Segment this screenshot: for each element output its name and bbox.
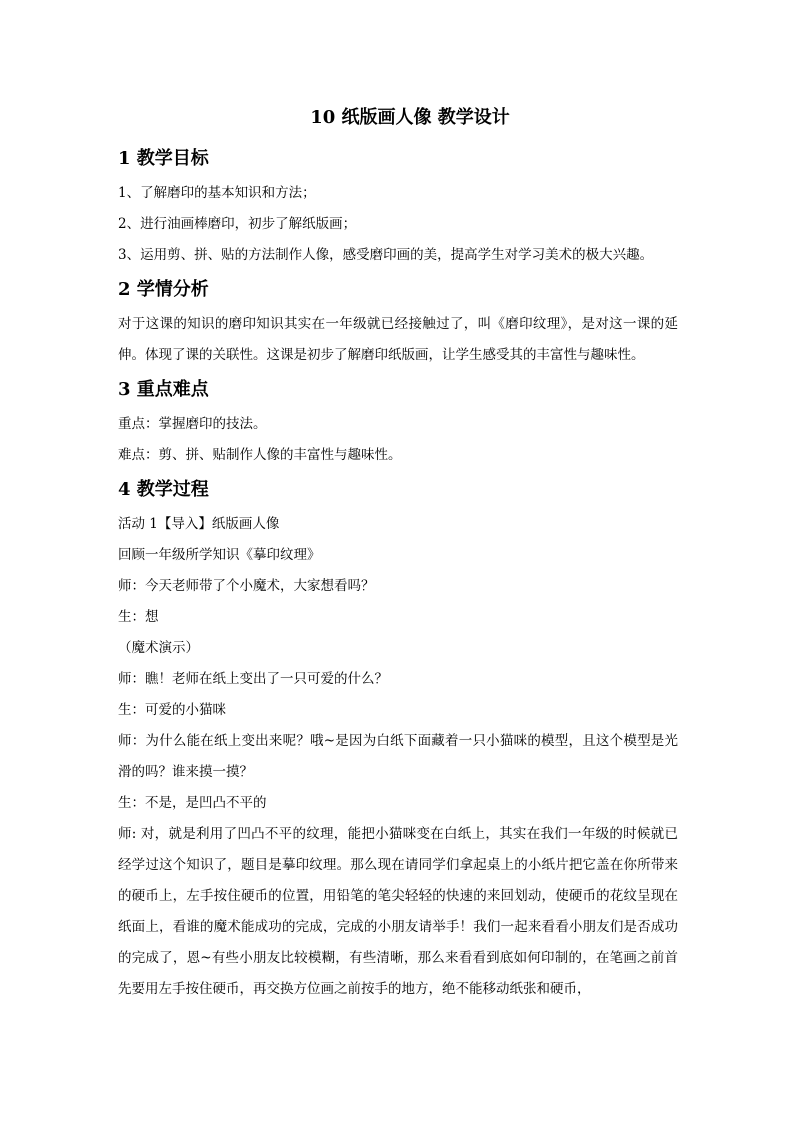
section-heading: 2 学情分析	[118, 279, 209, 300]
document-body	[118, 146, 678, 1005]
paragraph: 3、运用剪、拼、贴的方法制作人像，感受磨印画的美，提高学生对学习美术的极大兴趣。	[118, 247, 654, 263]
paragraph: 重点：掌握磨印的技法。	[118, 416, 267, 432]
paragraph: 生：可爱的小猫咪	[118, 702, 226, 718]
section-heading: 3 重点难点	[118, 379, 209, 400]
section-heading: 4 教学过程	[118, 479, 209, 500]
section-analysis	[118, 277, 678, 371]
section-heading: 1 教学目标	[118, 148, 209, 169]
paragraph: 师：瞧！老师在纸上变出了一只可爱的什么？	[118, 671, 388, 687]
paragraph: 师: 对，就是利用了凹凸不平的纹理，能把小猫咪变在白纸上，其实在我们一年级的时候就已经学过这个知识了，题目是摹印纹理。那么现在请同学们拿起桌上的小纸片把它盖在你所带来的硬币上，左手按住硬币的位置，用铅笔的笔尖轻轻的快速的来回划动，使硬币的花纹呈现在纸面上，看谁的魔术能成功的完成，完成的小朋友请举手！我们一起来看看小朋友们是否成功的完成了，恩~有些小朋友比较模糊，有些清晰，那么来看看到底如何印制的，在笔画之前首先要用左手按住硬币，再交换方位画之前按手的地方，绝不能移动纸张和硬币，	[118, 826, 678, 997]
paragraph: 生：不是，是凹凸不平的	[118, 795, 267, 811]
paragraph: （魔术演示）	[118, 640, 199, 656]
paragraph: 对于这课的知识的磨印知识其实在一年级就已经接触过了，叫《磨印纹理》，是对这一课的延伸。体现了课的关联性。这课是初步了解磨印纸版画，让学生感受其的丰富性与趣味性。	[118, 316, 678, 363]
paragraph: 师：今天老师带了个小魔术，大家想看吗？	[118, 578, 375, 594]
paragraph: 回顾一年级所学知识《摹印纹理》	[118, 547, 321, 563]
paragraph: 1、了解磨印的基本知识和方法；	[118, 185, 316, 201]
paragraph: 师：为什么能在纸上变出来呢？哦~是因为白纸下面藏着一只小猫咪的模型，且这个模型是光滑的吗？谁来摸一摸？	[118, 733, 678, 780]
section-key-points	[118, 377, 678, 471]
paragraph: 难点：剪、拼、贴制作人像的丰富性与趣味性。	[118, 447, 402, 463]
section-objectives	[118, 146, 678, 271]
paragraph: 2、进行油画棒磨印，初步了解纸版画；	[118, 216, 357, 232]
section-process	[118, 477, 678, 1005]
paragraph: 生：想	[118, 609, 159, 625]
paragraph: 活动 1【导入】纸版画人像	[118, 516, 280, 532]
document-title: 10 纸版画人像 教学设计	[310, 107, 510, 128]
